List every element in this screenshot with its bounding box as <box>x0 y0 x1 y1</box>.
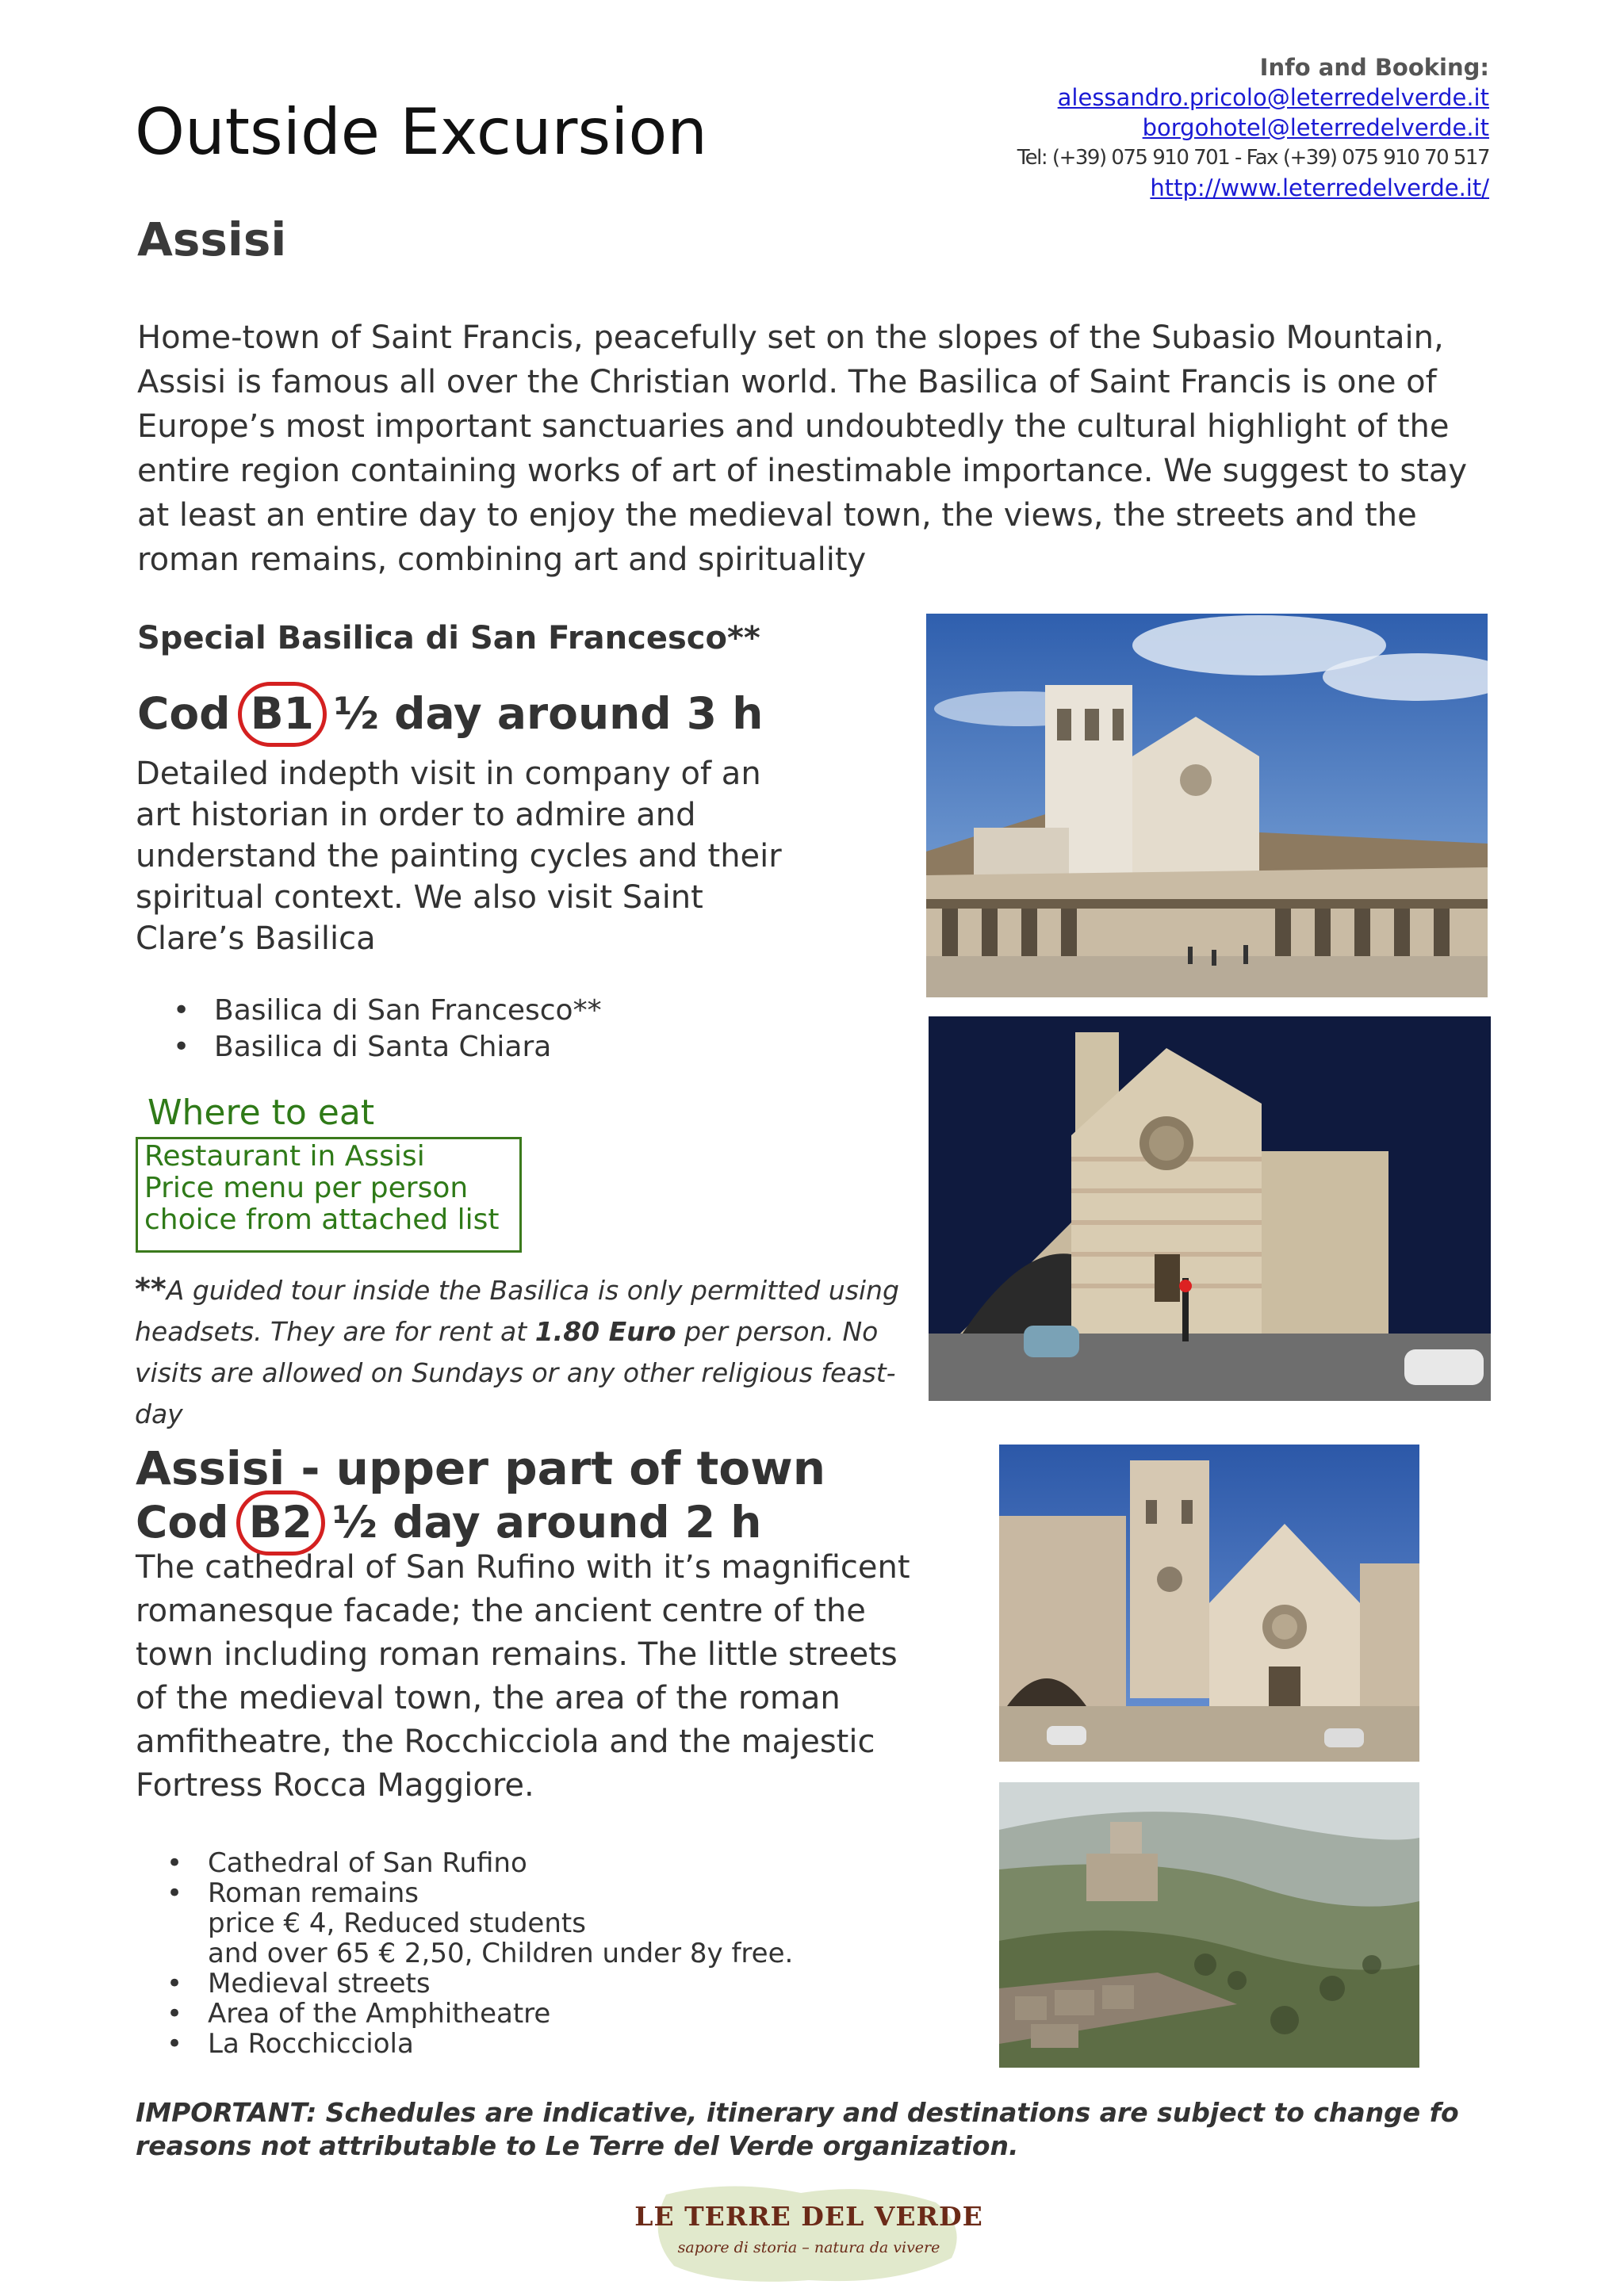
note-stars: ** <box>135 1272 167 1307</box>
list-item <box>130 1878 844 1969</box>
basilica-san-francesco-photo <box>926 614 1488 997</box>
info-booking-heading: Info and Booking: <box>1259 54 1489 81</box>
tour-duration: ½ day around 3 h <box>334 688 764 739</box>
list-item: • Medieval streets <box>130 1969 844 1999</box>
rocca-hillside-photo <box>999 1782 1419 2068</box>
tour-duration: ½ day around 2 h <box>332 1497 762 1548</box>
list-item: • Basilica di Santa Chiara <box>136 1029 771 1066</box>
roman-remains-price: and over 65 € 2,50, Children under 8y free. <box>208 1938 794 1969</box>
headset-price: 1.80 Euro <box>534 1316 676 1347</box>
tour-code-badge: B2 <box>244 1497 317 1548</box>
list-item: • La Rocchicciola <box>130 2029 844 2059</box>
cod-prefix: Cod <box>137 688 231 739</box>
list-item: • Area of the Amphitheatre <box>130 1999 844 2029</box>
headset-note <box>135 1269 928 1435</box>
cod-prefix: Cod <box>136 1497 229 1548</box>
note-text: per person. No visits are allowed on Sundays or any other religious feast-day <box>135 1316 896 1429</box>
where-to-eat-heading: Where to eat <box>147 1093 375 1133</box>
note-text: A guided tour inside the Basilica is only permitted using headsets. They are for rent at <box>135 1275 899 1347</box>
tour-code-badge: B1 <box>246 688 319 739</box>
intro-paragraph: Home-town of Saint Francis, peacefully set on the slopes of the Subasio Mountain, Assisi is famous all over the Christian world. The Basilica of Saint Francis is one of Europe’s most important sanctuaries and undoubtedly the cultural highlight of the entire region containing works of art of inestimable importance. We suggest to stay at least an entire day to enjoy the medieval town, the views, the streets and the roman remains, combining art and spirituality <box>137 320 1468 578</box>
where-to-eat-box <box>136 1137 522 1253</box>
where-to-eat-line: Price menu per person <box>144 1172 469 1204</box>
tour-b2-title: Assisi - upper part of town <box>136 1441 826 1495</box>
logo-map-icon <box>634 2179 983 2290</box>
email-link-secondary[interactable]: borgohotel@leterredelverde.it <box>1142 114 1489 141</box>
where-to-eat-line: Restaurant in Assisi <box>144 1140 425 1173</box>
logo-title: LE TERRE DEL VERDE <box>634 2201 983 2232</box>
section-heading: Assisi <box>137 212 287 266</box>
document-title: Outside Excursion <box>135 95 707 169</box>
website-link[interactable]: http://www.leterredelverde.it/ <box>1150 174 1489 201</box>
logo-tagline: sapore di storia – natura da vivere <box>677 2239 940 2256</box>
phone-fax: Tel: (+39) 075 910 701 - Fax (+39) 075 910 70 517 <box>1017 146 1489 170</box>
tour-b1-list <box>136 993 771 1066</box>
important-notice: IMPORTANT: Schedules are indicative, itinerary and destinations are subject to change fo reasons not attributable to Le Terre del Verde organization. <box>136 2097 1459 2161</box>
list-item-label: Roman remains <box>208 1877 419 1909</box>
email-link-primary[interactable]: alessandro.pricolo@leterredelverde.it <box>1057 84 1489 111</box>
roman-remains-price: price € 4, Reduced students <box>208 1908 586 1939</box>
san-rufino-cathedral-photo <box>999 1445 1419 1762</box>
le-terre-del-verde-logo <box>634 2179 983 2290</box>
basilica-santa-chiara-photo <box>929 1016 1491 1401</box>
tour-b2-list <box>130 1848 844 2059</box>
tour-b2-description: The cathedral of San Rufino with it’s magnificent romanesque facade; the ancient centre of the town including roman remains. The little streets of the medieval town, the area of the roman amfitheatre, the Rocchicciola and the majestic Fortress Rocca Maggiore. <box>136 1549 910 1804</box>
list-item: • Basilica di San Francesco** <box>136 993 771 1029</box>
tour-b1-description: Detailed indepth visit in company of an art historian in order to admire and understand the painting cycles and their spiritual context. We also visit Saint Clare’s Basilica <box>136 756 782 957</box>
tour-b1-code-line <box>137 688 763 739</box>
tour-b2-code-line <box>136 1497 761 1548</box>
where-to-eat-line: choice from attached list <box>144 1203 500 1236</box>
contact-block <box>887 52 1489 203</box>
tour-b1-subtitle: Special Basilica di San Francesco** <box>137 620 760 656</box>
list-item: • Cathedral of San Rufino <box>130 1848 844 1878</box>
